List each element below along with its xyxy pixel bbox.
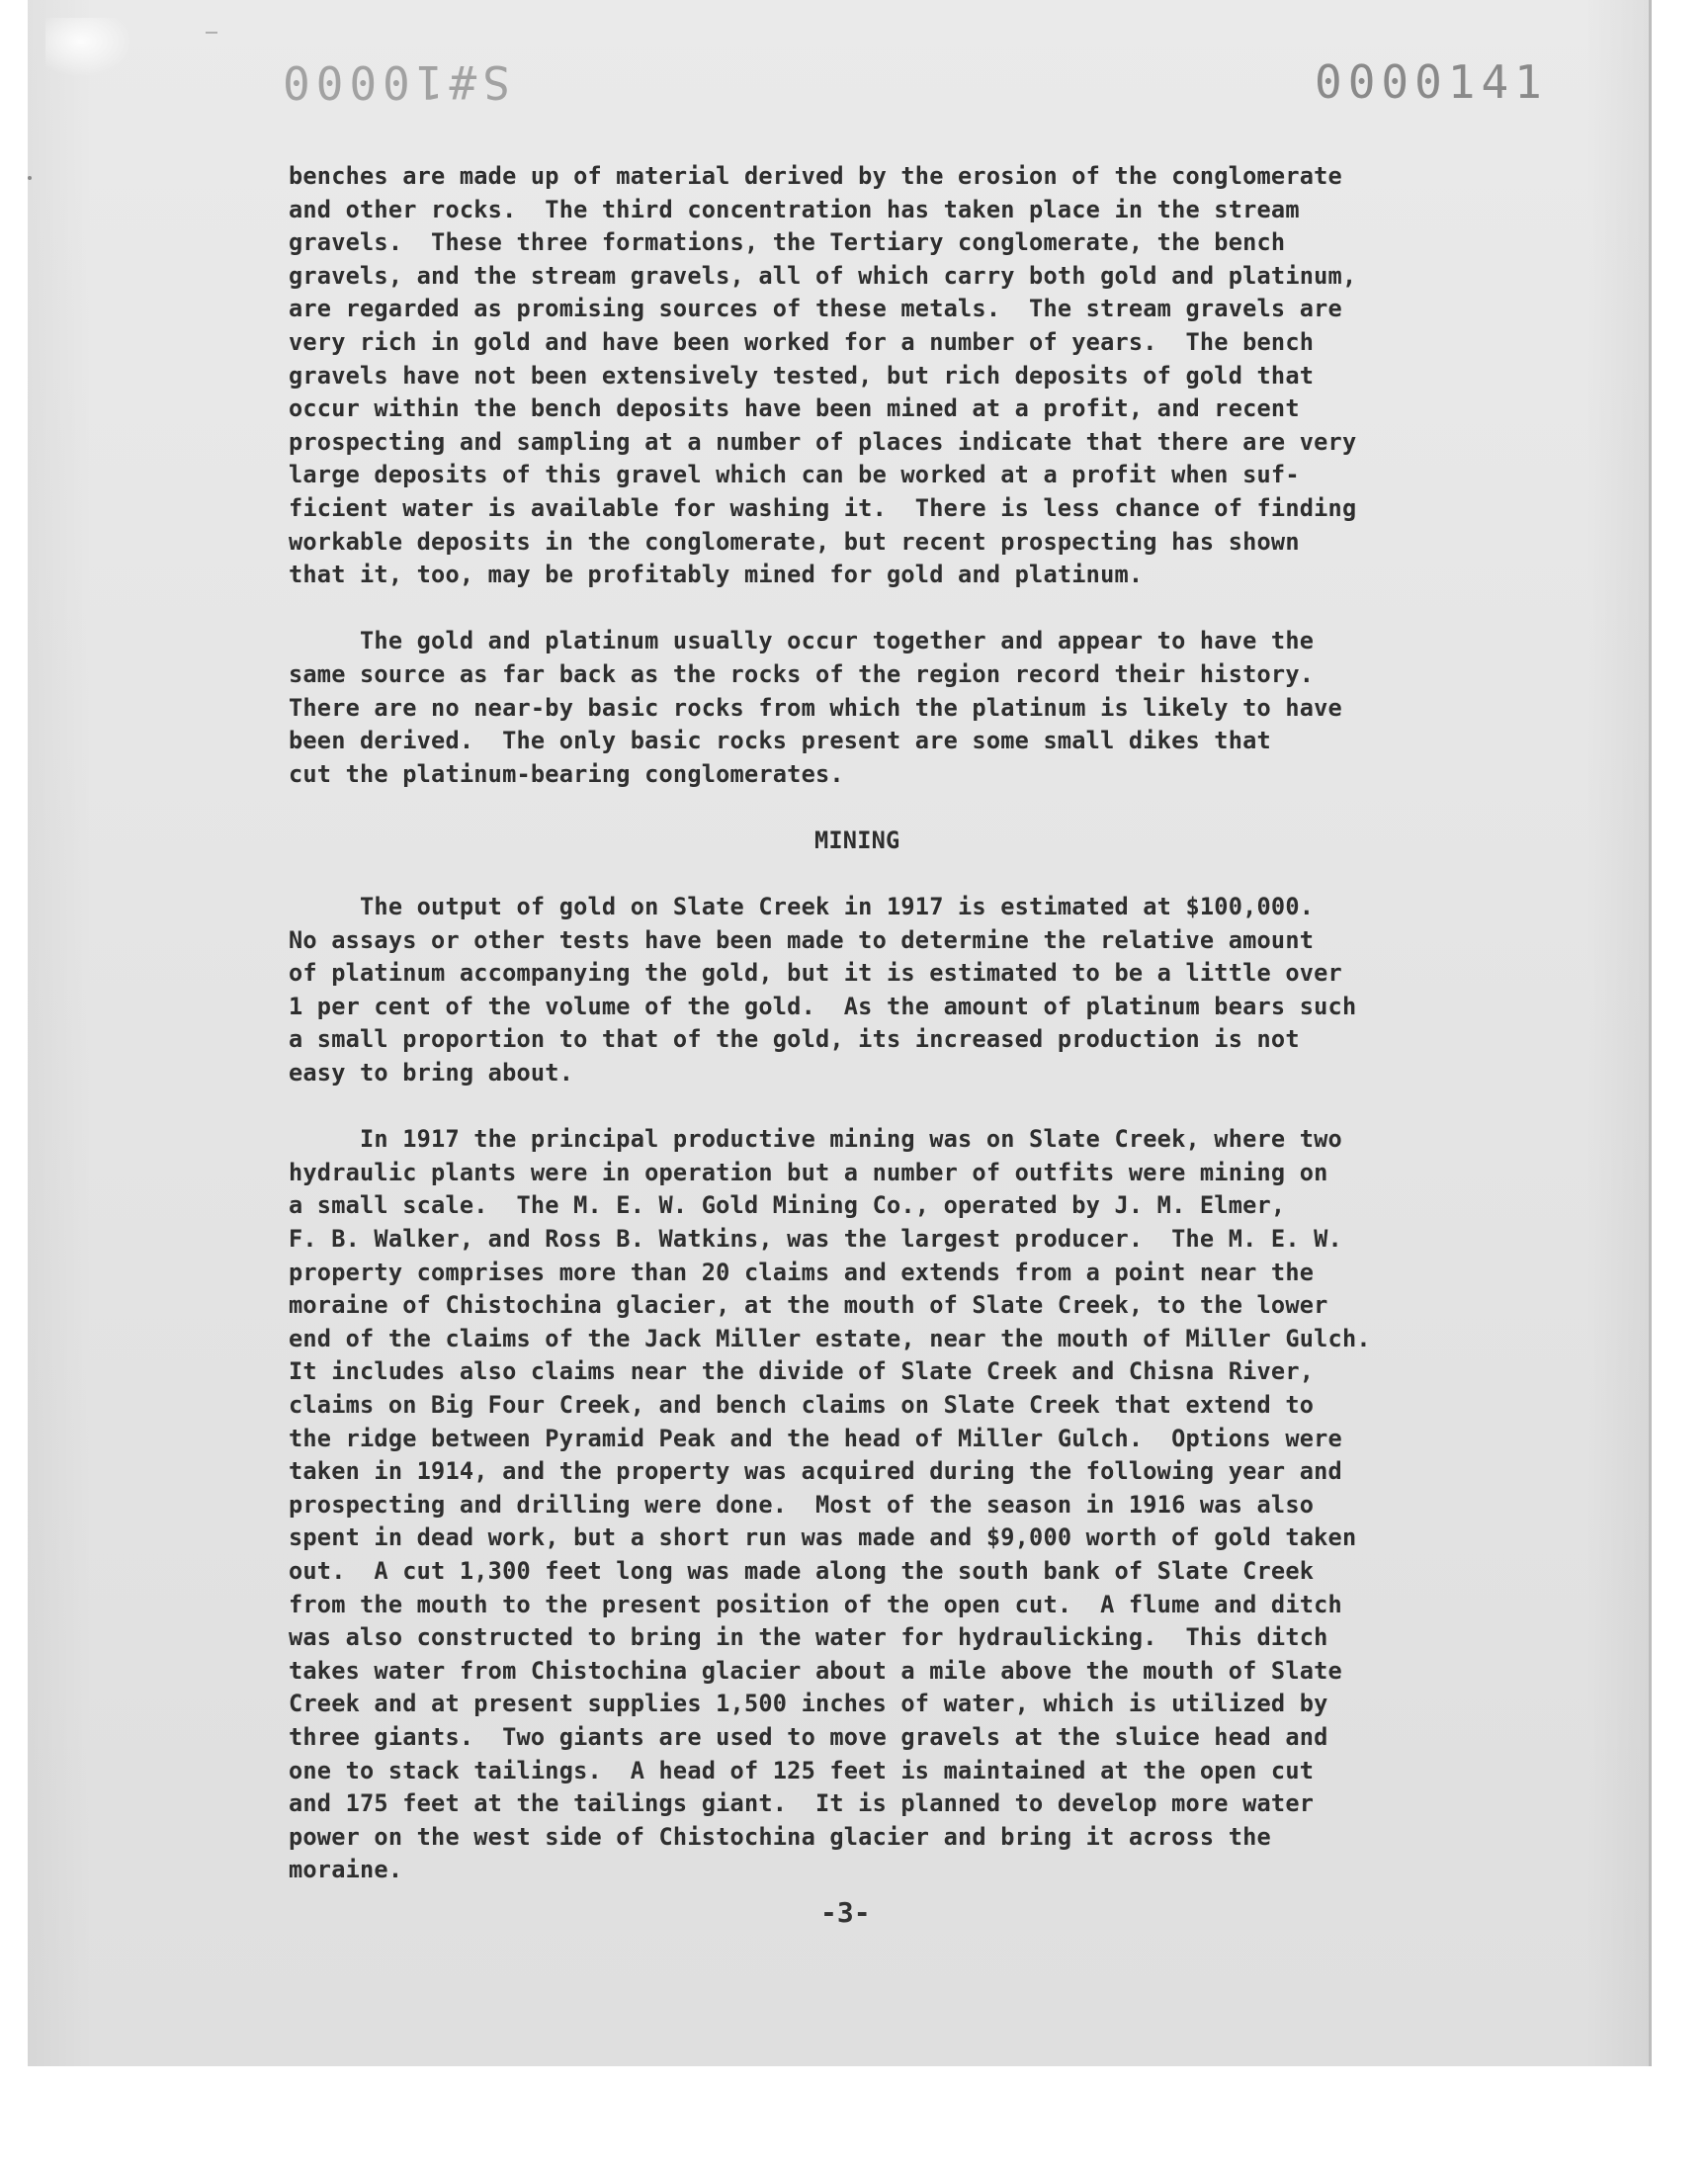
section-heading-mining: MINING — [814, 826, 900, 854]
text-line: same source as far back as the rocks of the region record their history. — [289, 659, 1315, 688]
text-line: gravels have not been extensively tested, but rich deposits of gold that — [289, 361, 1315, 390]
paragraph-output — [289, 891, 1554, 1090]
paragraph-gap — [289, 592, 1554, 626]
text-line: easy to bring about. — [289, 1059, 574, 1088]
text-line: one to stack tailings. A head of 125 feet is maintained at the open cut — [289, 1756, 1315, 1784]
text-line: out. A cut 1,300 feet long was made along the south bank of Slate Creek — [289, 1556, 1315, 1585]
paragraph-gap — [289, 857, 1554, 891]
text-line: F. B. Walker, and Ross B. Watkins, was the largest producer. The M. E. W. — [289, 1225, 1342, 1253]
document-body — [289, 160, 1554, 1887]
text-line: ficient water is available for washing it. There is less chance of finding — [289, 493, 1357, 522]
text-line: cut the platinum-bearing conglomerates. — [289, 759, 844, 788]
text-line: property comprises more than 20 claims and extends from a point near the — [289, 1258, 1315, 1286]
scan-dot — [28, 176, 32, 180]
paragraph-gap — [289, 791, 1554, 825]
text-line: from the mouth to the present position of the open cut. A flume and ditch — [289, 1590, 1342, 1618]
text-line: large deposits of this gravel which can be worked at a profit when suf- — [289, 461, 1300, 489]
text-line: taken in 1914, and the property was acquired during the following year and — [289, 1457, 1342, 1486]
text-line: In 1917 the principal productive mining was on Slate Creek, where two — [289, 1125, 1342, 1154]
text-line: No assays or other tests have been made to determine the relative amount — [289, 925, 1315, 954]
text-line: been derived. The only basic rocks present are some small dikes that — [289, 727, 1271, 755]
paragraph-productive-mining — [289, 1123, 1554, 1887]
text-line: very rich in gold and have been worked for a number of years. The bench — [289, 327, 1315, 356]
paragraph-benches — [289, 160, 1554, 592]
text-line: Creek and at present supplies 1,500 inches of water, which is utilized by — [289, 1690, 1328, 1718]
text-line: 1 per cent of the volume of the gold. As the amount of platinum bears such — [289, 992, 1357, 1020]
text-line: the ridge between Pyramid Peak and the head of Miller Gulch. Options were — [289, 1424, 1342, 1452]
text-line: are regarded as promising sources of these metals. The stream gravels are — [289, 295, 1342, 323]
text-line: a small proportion to that of the gold, its increased production is not — [289, 1025, 1300, 1054]
paragraph-gap — [289, 1090, 1554, 1124]
text-line: power on the west side of Chistochina glacier and bring it across the — [289, 1822, 1271, 1851]
page-edge — [1649, 0, 1652, 2066]
text-line: It includes also claims near the divide of Slate Creek and Chisna River, — [289, 1357, 1315, 1386]
text-line: gravels. These three formations, the Tertiary conglomerate, the bench — [289, 228, 1286, 257]
page-number: -3- — [820, 1896, 871, 1929]
stamp-top-left: S#10000 — [277, 55, 510, 109]
text-line: occur within the bench deposits have been mined at a profit, and recent — [289, 394, 1300, 423]
text-line: claims on Big Four Creek, and bench claims on Slate Creek that extend to — [289, 1390, 1315, 1419]
text-line: prospecting and drilling were done. Most of the season in 1916 was also — [289, 1490, 1315, 1519]
text-line: The output of gold on Slate Creek in 1917 is estimated at $100,000. — [289, 893, 1315, 921]
scan-mark — [206, 32, 217, 34]
scan-artifact — [45, 18, 134, 77]
text-line: and 175 feet at the tailings giant. It is planned to develop more water — [289, 1789, 1315, 1818]
text-line: three giants. Two giants are used to move gravels at the sluice head and — [289, 1722, 1328, 1751]
text-line: workable deposits in the conglomerate, but recent prospecting has shown — [289, 527, 1300, 556]
text-line: a small scale. The M. E. W. Gold Mining Co., operated by J. M. Elmer, — [289, 1191, 1286, 1220]
text-line: end of the claims of the Jack Miller estate, near the mouth of Miller Gulch. — [289, 1324, 1371, 1352]
text-line: moraine of Chistochina glacier, at the mouth of Slate Creek, to the lower — [289, 1291, 1328, 1320]
text-line: was also constructed to bring in the water for hydraulicking. This ditch — [289, 1623, 1328, 1652]
text-line: The gold and platinum usually occur together and appear to have the — [289, 627, 1315, 655]
text-line: spent in dead work, but a short run was made and $9,000 worth of gold taken — [289, 1523, 1357, 1552]
text-line: moraine. — [289, 1856, 403, 1884]
text-line: takes water from Chistochina glacier about a mile above the mouth of Slate — [289, 1656, 1342, 1685]
stamp-top-right: 0000141 — [1315, 55, 1548, 109]
text-line: gravels, and the stream gravels, all of which carry both gold and platinum, — [289, 261, 1357, 290]
text-line: and other rocks. The third concentration has taken place in the stream — [289, 195, 1300, 223]
text-line: There are no near-by basic rocks from which the platinum is likely to have — [289, 693, 1342, 722]
text-line: prospecting and sampling at a number of places indicate that there are very — [289, 427, 1357, 456]
text-line: hydraulic plants were in operation but a number of outfits were mining on — [289, 1158, 1328, 1186]
text-line: of platinum accompanying the gold, but it is estimated to be a little over — [289, 959, 1342, 988]
paragraph-platinum-source — [289, 625, 1554, 791]
text-line: that it, too, may be profitably mined for gold and platinum. — [289, 561, 1144, 589]
text-line: benches are made up of material derived by the erosion of the conglomerate — [289, 162, 1342, 190]
